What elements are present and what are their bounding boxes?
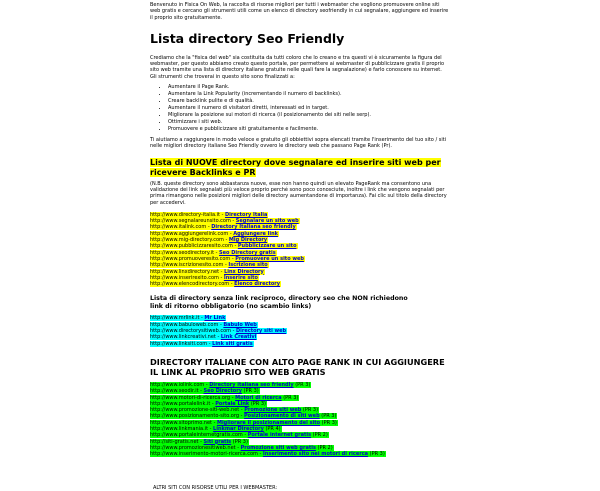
directory-url: http://www.seodir.it -: [150, 388, 204, 395]
directory-url: http://www.babuloweb.com -: [150, 321, 224, 328]
directory-url: http://www.directorysitiweb.com -: [150, 328, 237, 335]
directory-url: http://www.portaleinternetgratis.com -: [150, 432, 248, 439]
pagerank-value: (PR 2): [315, 444, 333, 451]
directory-url: http://siti-gratis.net -: [150, 438, 204, 445]
directory-entry: [150, 212, 268, 218]
directory-url: http://www.italink.com -: [150, 224, 212, 231]
directory-entry: [150, 451, 386, 457]
pagerank-value: (PR 2): [311, 432, 328, 439]
directory-item: [150, 281, 600, 287]
directory-link[interactable]: Promozione siti web gratis: [240, 444, 316, 451]
directory-link[interactable]: Siti gratis: [203, 438, 232, 445]
directory-entry: [150, 420, 338, 426]
directory-link[interactable]: Linx Directory: [224, 268, 264, 275]
directory-link[interactable]: Iscrizione sito: [228, 262, 268, 269]
directory-item: [150, 341, 600, 347]
pagerank-value: (PR 3): [320, 419, 337, 426]
directory-link[interactable]: Linkmar Directory: [213, 425, 264, 432]
directory-entry: [150, 315, 226, 321]
directory-entry: [150, 262, 269, 268]
directory-url: http://www.portalelink.it -: [150, 400, 216, 407]
directory-url: http://www.promozionesitiweb.net -: [150, 444, 241, 451]
pagerank-value: (PR 3): [241, 388, 259, 395]
high-pagerank-heading: DIRECTORY ITALIANE CON ALTO PAGE RANK IN CUI AGGIUNGERE IL LINK AL PROPRIO SITO WEB GRATIS: [150, 356, 445, 377]
pagerank-value: (PR 3): [231, 438, 248, 445]
directory-link[interactable]: Directory italiana seo friendly: [209, 381, 294, 388]
directory-link[interactable]: Mig Directory: [228, 237, 268, 244]
no-reciprocal-list: [150, 315, 600, 346]
directory-entry: [150, 250, 277, 256]
directory-url: http://www.posizionamento-sito.org -: [150, 413, 244, 420]
directory-entry: [150, 275, 259, 281]
directory-entry: [150, 432, 329, 438]
directory-url: http://www.mrlink.it -: [150, 315, 205, 322]
directory-entry: [150, 395, 299, 401]
directory-entry: [150, 413, 337, 419]
directory-url: http://www.linxdirectory.net -: [150, 268, 225, 275]
directory-url: http://www.mig-directory.com -: [150, 237, 229, 244]
directory-link[interactable]: Link siti gratis: [212, 340, 253, 347]
goal-item: • Aumentare il Page Rank.: [168, 84, 600, 91]
directory-url: http://www.inserirexito.com -: [150, 274, 224, 281]
new-directories-description: (N.B. queste directory sono abbastanza nuove, esse non hanno quindi un elevato PageRank ma consentono una validazione dei link segnalati più veloce proprio perché sono poco conosciute, inoltre i link che vengono segnalati per prima rimangono nelle posizioni migliori delle directory aumentandone di importanza). Fai clic sul titolo della directory per accedervi.: [150, 180, 447, 206]
directory-link[interactable]: Motori di ricerca: [235, 394, 282, 401]
goal-item: • Aumentare il numero di visitatori diretti, interessati ed in target.: [168, 105, 600, 112]
directory-link[interactable]: Elenco directory: [234, 281, 281, 288]
pagerank-value: (PR 3): [293, 381, 311, 388]
directory-link[interactable]: Directory Italiana seo friendly: [211, 224, 296, 231]
goal-item: • Creare backlink pulite e di qualità.: [168, 98, 600, 105]
directory-link[interactable]: Mr Link: [204, 315, 226, 322]
directory-entry: [150, 334, 257, 340]
directory-entry: [150, 269, 265, 275]
directory-link[interactable]: Seo Directory: [203, 388, 242, 395]
directory-link[interactable]: Migliorare il posizionamento del sito: [216, 419, 321, 426]
directory-link[interactable]: Babulo Web: [223, 321, 257, 328]
goal-item: • Migliorare la posizione sui motori di ricerca (il posizionamento dei siti nelle serp).: [168, 112, 600, 119]
goals-list: [150, 84, 600, 133]
directory-entry: [150, 281, 281, 287]
pagerank-value: (PR 3): [249, 400, 266, 407]
directory-url: http://www.sitoprimo.net -: [150, 419, 217, 426]
directory-entry: [150, 237, 268, 243]
directory-item: [150, 451, 600, 457]
directory-link[interactable]: Directory siti web: [236, 328, 287, 335]
directory-entry: [150, 231, 279, 237]
directory-link[interactable]: Aggiungere link: [233, 230, 278, 237]
new-directories-list: [150, 212, 600, 288]
directory-url: http://www.promuoveresito.com -: [150, 255, 236, 262]
directory-url: http://www.seodirectory.it -: [150, 249, 220, 256]
directory-url: http://www.pubblicizzaresito.com -: [150, 243, 238, 250]
directory-url: http://www.promozione-siti-web.net -: [150, 407, 245, 414]
directory-url: http://www.linkcreativi.net -: [150, 334, 221, 341]
goal-item: • Promuovere e pubblicizzare siti gratuitamente e facilmente.: [168, 126, 600, 133]
page-content: [150, 0, 600, 491]
directory-link[interactable]: Portale internet gratis: [247, 432, 312, 439]
directory-entry: [150, 256, 305, 262]
directory-entry: [150, 224, 297, 230]
directory-link[interactable]: Seo Directory gratis: [219, 249, 276, 256]
page-title: Lista directory Seo Friendly: [150, 30, 345, 46]
directory-url: http://www.aggiungerelink.com -: [150, 230, 234, 237]
directory-link[interactable]: Promuovere un sito web: [235, 255, 304, 262]
directory-link[interactable]: Link Creativi: [220, 334, 257, 341]
directory-entry: [150, 341, 254, 347]
intro-text: Benvenuto in Fisica On Web, la raccolta di risorse migliori per tutti i webmaster che vogliono promuovere online siti web gratis e cercano gli strumenti utili come un elenco di directory seofriendly in cui segnalare, aggiungere ed inserire il proprio sito gratuitamente.: [150, 2, 449, 21]
pagerank-value: (PR 4): [263, 425, 281, 432]
directory-entry: [150, 388, 260, 394]
directory-link[interactable]: Inserimento sito nei motori di ricerca: [262, 451, 369, 458]
directory-url: http://www.linkmania.it -: [150, 425, 214, 432]
directory-link[interactable]: Posizionamento di siti web: [243, 413, 320, 420]
directory-url: http://www.motori-di-ricerca.org -: [150, 394, 236, 401]
directory-entry: [150, 401, 267, 407]
directory-entry: [150, 426, 282, 432]
directory-link[interactable]: Promozione siti web: [244, 407, 302, 414]
directory-entry: [150, 382, 311, 388]
directory-entry: [150, 243, 298, 249]
high-pagerank-list: [150, 382, 600, 458]
directory-link[interactable]: Portale Link: [215, 400, 250, 407]
directory-url: http://www.segnalareunsito.com -: [150, 218, 236, 225]
new-directories-heading: Lista di NUOVE directory dove segnalare ed inserire siti web per ricevere Backlinks e PR: [150, 157, 441, 177]
directory-url: http://www.iscrizionesito.com -: [150, 262, 229, 269]
directory-link[interactable]: Inserire sito: [223, 274, 258, 281]
pagerank-value: (PR 3): [368, 451, 385, 458]
pagerank-value: (PR 3): [281, 394, 299, 401]
directory-url: http://www.linksiti.com -: [150, 340, 213, 347]
footer-note: ALTRI SITI CON RISORSE UTILI PER I WEBMASTER:: [153, 485, 278, 491]
directory-url: http://www.elencodirectory.com -: [150, 281, 235, 288]
directory-url: http://www.iolink.com -: [150, 381, 210, 388]
directory-url: http://www.directory-italia.it -: [150, 211, 225, 218]
description-text: Crediamo che la "fisica del web" sia costituita da tutti coloro che lo creano e tra questi vi è sicuramente la figura del webmaster, per questo abbiamo creato questo portale, per permettere ai webmaster di pubblicizzare gratis il proprio sito web tramite una lista di directory italiane gratuite nelle quali fare la segnalazione) e farlo conoscere su internet. Gli strumenti che troverai in questo sito sono finalizzati a:: [150, 54, 445, 80]
directory-link[interactable]: Pubblicizzare un sito: [237, 243, 297, 250]
directory-url: http://www.inserimento-motori-ricerca.com -: [150, 451, 263, 458]
pagerank-value: (PR 3): [319, 413, 337, 420]
directory-link[interactable]: Segnalare un sito web: [235, 218, 299, 225]
no-reciprocal-heading: Lista di directory senza link reciproco, directory seo che NON richiedono link di ritorno obbligatorio (no scambio links): [150, 295, 408, 311]
directory-entry: [150, 407, 319, 413]
goal-item: • Ottimizzare i siti web.: [168, 119, 600, 126]
pagerank-value: (PR 3): [301, 407, 319, 414]
directory-entry: [150, 322, 258, 328]
directory-entry: [150, 218, 300, 224]
directory-entry: [150, 328, 287, 334]
goal-item: • Aumentare la Link Popularity (incrementando il numero di backlinks).: [168, 91, 600, 98]
closing-text: Ti aiutiamo a raggiungere in modo veloce e gratuito gli obbiettivi sopra elencati tramite l'inserimento del tuo sito / siti nelle migliori directory italiane Seo Friendly ovvero le directory web che passano Page Rank (Pr).: [150, 137, 447, 150]
directory-link[interactable]: Directory Italia: [224, 211, 268, 218]
directory-entry: [150, 439, 249, 445]
